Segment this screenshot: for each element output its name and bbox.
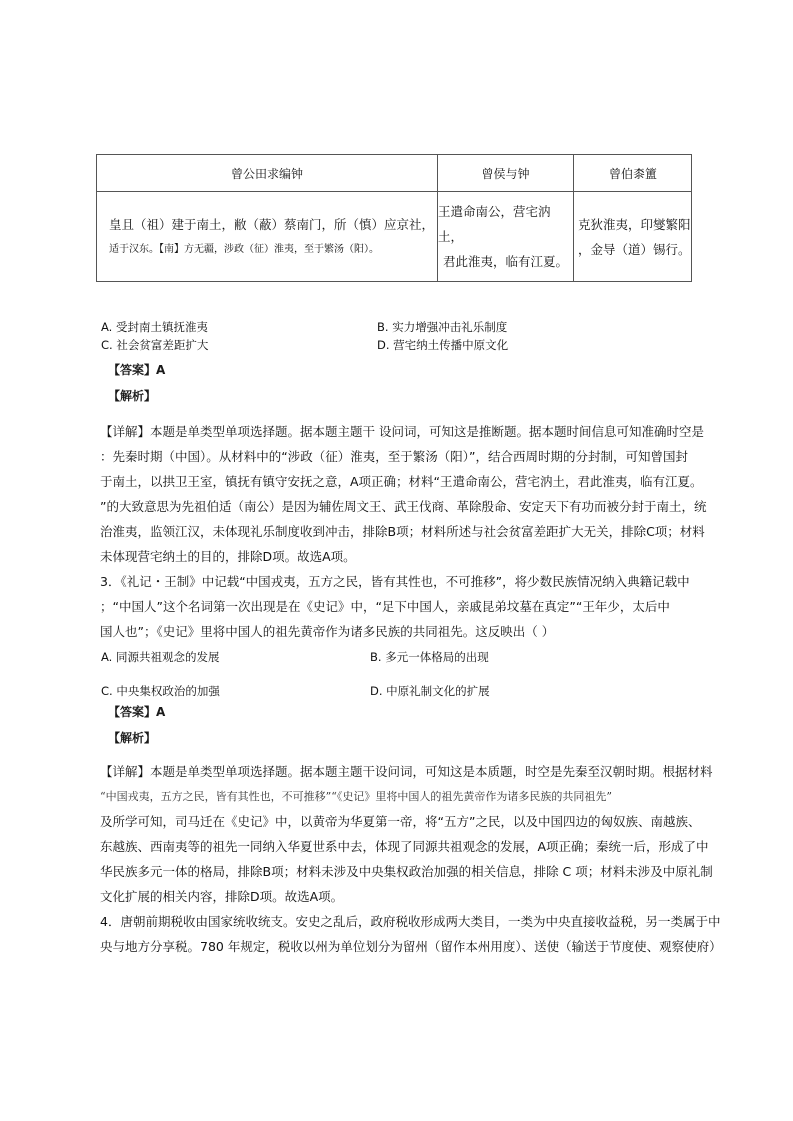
option-a: A. 受封南土镇抚淮夷 (101, 320, 208, 334)
paragraph-line: 【详解】本题是单类型单项选择题。据本题主题干 设问词，可知这是推断题。据本题时间信息可知准确时空是 (100, 424, 704, 439)
table-cell-line: 皇且（祖）建于南土，敝（蔽）蔡南门，斦（慎）应京社， (109, 216, 435, 232)
table-header-cell: 曾侯与钟 (481, 166, 530, 181)
question-stem (100, 569, 690, 644)
paragraph-line: ”的大致意思为先祖伯适（南公）是因为辅佐周文王、武王伐商、革除殷命、安定天下有功而被分封于南土，统 (100, 499, 707, 514)
paragraph-line: 及所学可知，司马迁在《史记》中，以黄帝为华夏第一帝，将“五方”之民，以及中国四边的匈奴族、南越族、 (100, 814, 701, 829)
table-cell-line: 王遣命南公，营宅汭土， (438, 204, 551, 244)
option-b: B. 实力增强冲击礼乐制度 (377, 320, 508, 334)
paragraph-line: 于南土，以拱卫王室，镇抚有镇守安抚之意，A项正确；材料“王遣命南公，营宅汭土，君此淮夷，临有江夏。 (100, 474, 703, 489)
option-c: C. 社会贫富差距扩大 (101, 338, 209, 352)
paragraph-line: 【详解】本题是单类型单项选择题。据本题主题干设问词，可知这是本质题，时空是先秦至汉朝时期。根据材料 (100, 764, 713, 779)
table-cell (578, 192, 691, 281)
paragraph-line: ；“中国人”这个名词第一次出现是在《史记》中，“足下中国人，亲戚昆弟坟墓在真定”“王年少，太后中 (100, 599, 670, 614)
option-b: B. 多元一体格局的出现 (370, 650, 489, 664)
paragraph-line: 治淮夷，监领江汉，未体现礼乐制度收到冲击，排除B项；材料所述与社会贫富差距扩大无关，排除C项；材料 (100, 524, 705, 539)
explanation-paragraph (100, 759, 713, 909)
table-cell-line: 克狄淮夷，印燮繁阳 (578, 216, 691, 232)
answer-label: 【答案】A (108, 705, 166, 719)
quoted-material: “中国戎夷，五方之民，皆有其性也，不可推移”“《史记》里将中国人的祖先黄帝作为诸多民族的共同祖先” (100, 790, 612, 803)
explanation-paragraph (100, 419, 706, 569)
table-cell (109, 192, 434, 281)
paragraph-line: 央与地方分享税。780 年规定，税收以州为单位划分为留州（留作本州用度）、送使（输送于节度使、观察使府） (100, 939, 722, 954)
paragraph-line: 华民族多元一体的格局，排除B项；材料未涉及中央集权政治加强的相关信息，排除 C 项；材料未涉及中原礼制 (100, 864, 713, 879)
question-stem (100, 909, 722, 959)
table-header-cell: 曾伯桼簠 (608, 166, 657, 181)
table-cell-line: 君此淮夷，临有江夏。 (442, 254, 568, 269)
option-d: D. 营宅纳土传播中原文化 (377, 338, 509, 352)
option-c: C. 中央集权政治的加强 (101, 684, 220, 698)
analysis-label: 【解析】 (108, 731, 157, 745)
table-header-cell: 曾公田求编钟 (230, 166, 303, 181)
paragraph-line: 3．《礼记・王制》中记载“中国戎夷，五方之民，皆有其性也，不可推移”，将少数民族情况纳入典籍记载中 (100, 574, 690, 589)
answer-label: 【答案】A (108, 363, 166, 377)
paragraph-line: ：先秦时期（中国）。从材料中的“涉政（征）淮夷，至于繁汤（阳）”，结合西周时期的分封制，可知曾国封 (100, 449, 688, 464)
paragraph-line: 未体现营宅纳土的目的，排除D项。故选A项。 (100, 549, 356, 564)
paragraph-line: 国人也”；《史记》里将中国人的祖先黄帝作为诸多民族的共同祖先。这反映出（ ） (100, 624, 555, 639)
paragraph-line: 东越族、西南夷等的祖先一同纳入华夏世系中去，体现了同源共祖观念的发展，A项正确；秦统一后，形成了中 (100, 839, 709, 854)
inscription-table (96, 154, 692, 282)
analysis-label: 【解析】 (108, 389, 157, 403)
option-a: A. 同源共祖观念的发展 (101, 650, 220, 664)
table-cell-line: 适于汉东。【南】方无疆，涉政（征）淮夷，至于繁汤（阳）。 (109, 243, 379, 255)
option-d: D. 中原礼制文化的扩展 (370, 684, 490, 698)
table-cell-line: ，金导（道）锡行。 (578, 241, 691, 257)
paragraph-line: 4．唐朝前期税收由国家统收统支。安史之乱后，政府税收形成两大类目，一类为中央直接收益税，另一类属于中 (100, 914, 721, 929)
table-cell (438, 192, 573, 281)
paragraph-line: 文化扩展的相关内容，排除D项。故选A项。 (100, 889, 344, 904)
